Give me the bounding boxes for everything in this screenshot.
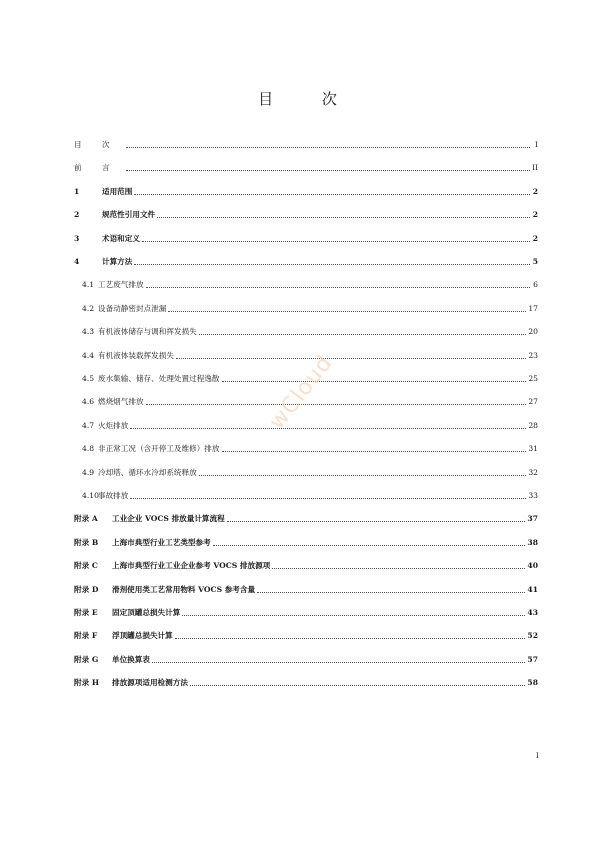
- toc-entry[interactable]: [74, 536, 538, 550]
- toc-entry-page: 33: [528, 491, 538, 500]
- toc-entry-page: 31: [528, 444, 538, 454]
- toc-entry-page: 32: [528, 467, 538, 477]
- toc-leader-dots: [157, 208, 530, 218]
- toc-entry-number: 4.1: [82, 280, 95, 290]
- toc-entry[interactable]: [82, 302, 538, 316]
- toc-leader-dots: [182, 606, 525, 616]
- toc-leader-dots: [168, 302, 526, 312]
- toc-entry-page: 57: [527, 654, 538, 664]
- toc-leader-dots: [146, 278, 530, 288]
- toc-leader-dots: [257, 583, 525, 593]
- toc-leader-dots: [134, 255, 530, 265]
- toc-entry-number: 前: [74, 163, 82, 173]
- toc-entry[interactable]: [74, 185, 538, 199]
- toc-entry-number: 目: [74, 140, 82, 149]
- toc-entry-page: 41: [527, 584, 538, 594]
- toc-entry-label: 设备动静密封点泄漏: [98, 303, 167, 313]
- toc-entry-page: 6: [533, 280, 538, 290]
- toc-entry-page: 58: [527, 678, 538, 688]
- toc-entry[interactable]: [74, 559, 538, 573]
- toc-leader-dots: [199, 466, 527, 476]
- toc-entry-page: 23: [528, 350, 538, 360]
- toc-entry-label: 单位换算表: [112, 654, 150, 664]
- toc-entry-number: 附录 E: [74, 608, 98, 617]
- toc-leader-dots: [126, 161, 530, 171]
- toc-entry-number: 4: [74, 257, 80, 266]
- toc-leader-dots: [213, 536, 526, 546]
- toc-entry-label: 固定顶罐总损失计算: [112, 608, 181, 617]
- toc-leader-dots: [152, 653, 525, 663]
- toc-entry-label: 有机液体储存与调和挥发损失: [98, 327, 197, 337]
- toc-entry[interactable]: [74, 255, 538, 269]
- toc-entry-label: 适用范围: [102, 186, 133, 196]
- toc-leader-dots: [222, 372, 527, 382]
- toc-entry-page: 38: [527, 537, 538, 547]
- toc-entry-page: 5: [532, 257, 538, 266]
- toc-entry-page: 40: [527, 561, 538, 571]
- toc-entry-number: 附录 F: [74, 631, 98, 641]
- toc-leader-dots: [130, 419, 526, 429]
- toc-entry[interactable]: [82, 466, 538, 480]
- toc-leader-dots: [190, 676, 525, 686]
- toc-entry[interactable]: [74, 138, 538, 152]
- toc-entry-label: 滑剂使用类工艺常用物料 VOCS 参考含量: [112, 584, 256, 594]
- toc-entry-number: 1: [74, 186, 80, 196]
- toc-leader-dots: [126, 138, 530, 148]
- toc-entry-label: 规范性引用文件: [102, 210, 156, 220]
- toc-entry-label: 有机液体装载挥发损失: [98, 350, 174, 360]
- toc-entry-page: 17: [528, 303, 538, 313]
- toc-entry-number: 4.6: [82, 397, 95, 407]
- toc-entry[interactable]: [82, 278, 538, 292]
- toc-entry-label: 计算方法: [102, 257, 133, 266]
- toc-entry-number: 附录 C: [74, 561, 98, 571]
- toc-entry-page: I: [535, 140, 538, 149]
- toc-entry-number: 2: [74, 210, 80, 220]
- toc-entry-label: 废水集输、储存、处理处置过程逸散: [98, 374, 220, 383]
- toc-entry-number: 附录 A: [74, 514, 98, 524]
- page-title: 目 次: [258, 90, 359, 108]
- toc-leader-dots: [146, 395, 527, 405]
- toc-entry-label: 上海市典型行业工业企业参考 VOCS 排放源项: [112, 561, 271, 571]
- toc-entry-label: 上海市典型行业工艺类型参考: [112, 537, 211, 547]
- toc-entry-number: 附录 D: [74, 584, 99, 594]
- toc-entry-label: 浮顶罐总损失计算: [112, 631, 173, 641]
- toc-entry-page: 2: [532, 210, 538, 220]
- toc-entry-page: 27: [528, 397, 538, 407]
- toc-leader-dots: [142, 232, 530, 242]
- toc-entry-label: 燃烧烟气排放: [98, 397, 144, 407]
- toc-leader-dots: [176, 349, 526, 359]
- toc-entry[interactable]: [74, 161, 538, 175]
- toc-entry-number: 4.2: [82, 303, 95, 313]
- toc-entry-number: 4.8: [82, 444, 95, 454]
- toc-entry-number: 附录 H: [74, 678, 100, 688]
- toc-entry-page: II: [532, 163, 538, 173]
- toc-entry-label: 冷却塔、循环水冷却系统释放: [98, 467, 197, 477]
- toc-entry-number: 附录 B: [74, 537, 99, 547]
- toc-entry-number: 3: [74, 233, 80, 243]
- toc-entry-number: 4.9: [82, 467, 95, 477]
- toc-leader-dots: [227, 512, 526, 522]
- toc-entry-number: 4.10: [82, 491, 99, 500]
- toc-entry-page: 43: [527, 608, 538, 617]
- toc-entry-page: 25: [528, 374, 538, 383]
- watermark: wCloud: [264, 350, 339, 435]
- toc-entry-label: 工艺废气排放: [98, 280, 144, 290]
- toc-entry[interactable]: [74, 232, 538, 246]
- toc-entry-number: 4.3: [82, 327, 95, 337]
- toc-entry[interactable]: [82, 489, 538, 503]
- toc-entry[interactable]: [74, 676, 538, 690]
- toc-leader-dots: [130, 489, 526, 499]
- toc-leader-dots: [134, 185, 530, 195]
- toc-entry[interactable]: [74, 629, 538, 643]
- toc-leader-dots: [199, 325, 527, 335]
- toc-entry-page: 2: [532, 186, 538, 196]
- toc-entry-number: 4.4: [82, 350, 95, 360]
- toc-entry-page: 37: [527, 514, 538, 524]
- toc-entry-page: 52: [527, 631, 538, 641]
- toc-entry-label: 工业企业 VOCS 排放量计算流程: [112, 514, 225, 524]
- toc-entry[interactable]: [82, 442, 538, 456]
- toc-leader-dots: [222, 442, 527, 452]
- toc-entry-label: 言: [102, 163, 124, 173]
- page-number: I: [536, 752, 539, 760]
- toc-entry[interactable]: [74, 653, 538, 667]
- toc-entry-number: 4.5: [82, 374, 95, 383]
- toc-entry-label: 术语和定义: [102, 233, 140, 243]
- toc-leader-dots: [272, 559, 525, 569]
- toc-leader-dots: [175, 629, 526, 639]
- toc-entry-number: 4.7: [82, 420, 95, 430]
- toc-entry-page: 20: [528, 327, 538, 337]
- toc-entry-page: 2: [532, 233, 538, 243]
- toc-entry-label: 火炬排放: [98, 420, 129, 430]
- toc-entry-label: 次: [102, 140, 124, 149]
- toc-entry-label: 非正常工况（含开停工及维修）排放: [98, 444, 220, 454]
- toc-entry-label: 事故排放: [98, 491, 129, 500]
- toc-entry-label: 排放源项适用检测方法: [112, 678, 188, 688]
- toc-entry[interactable]: [74, 208, 538, 222]
- toc-entry[interactable]: [82, 325, 538, 339]
- toc-entry[interactable]: [74, 606, 538, 620]
- toc-entry[interactable]: [82, 419, 538, 433]
- toc-entry[interactable]: [74, 583, 538, 597]
- toc-entry-number: 附录 G: [74, 654, 99, 664]
- toc-entry[interactable]: [74, 512, 538, 526]
- toc-entry-page: 28: [528, 420, 538, 430]
